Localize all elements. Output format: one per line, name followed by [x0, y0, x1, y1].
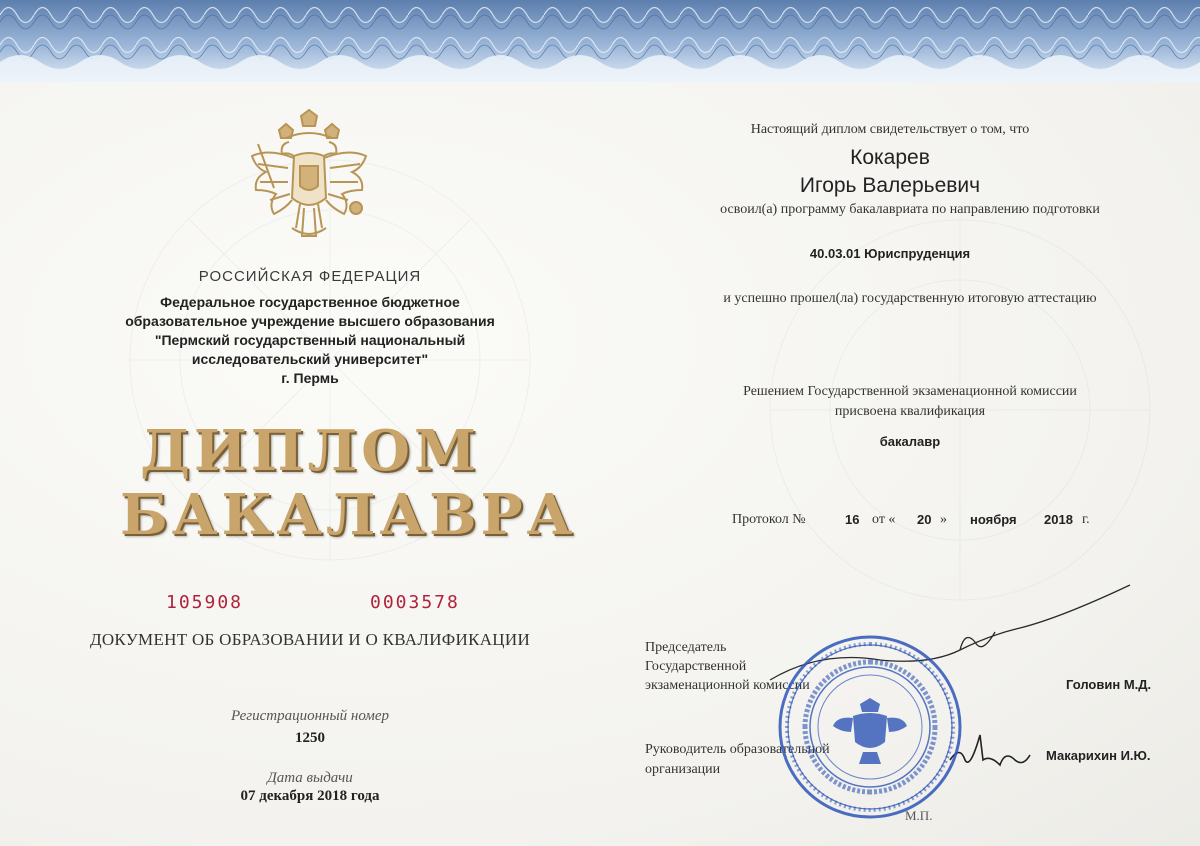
- institution-city: г. Пермь: [281, 370, 339, 386]
- issue-date-value: 07 декабря 2018 года: [240, 788, 380, 804]
- protocol-year: 2018: [1044, 512, 1073, 527]
- country-heading: РОССИЙСКАЯ ФЕДЕРАЦИЯ: [198, 268, 422, 285]
- protocol-close-quote: »: [940, 512, 947, 527]
- head-title-line-2: организации: [645, 762, 721, 777]
- decision-line-2: присвоена квалификация: [834, 404, 986, 419]
- seal-place-label: М.П.: [905, 808, 933, 823]
- head-title-line-1: Руководитель образовательной: [645, 742, 830, 757]
- registration-label: Регистрационный номер: [230, 708, 389, 724]
- protocol-month: ноября: [970, 512, 1017, 527]
- protocol-label: Протокол №: [732, 512, 806, 527]
- head-name: Макарихин И.Ю.: [1046, 748, 1151, 763]
- diploma-series: 105908: [166, 592, 244, 613]
- program-line: освоил(а) программу бакалавриата по направлению подготовки: [720, 202, 1100, 217]
- protocol-number: 16: [845, 512, 860, 527]
- protocol-from: от «: [872, 512, 896, 527]
- round-seal-icon: [775, 632, 965, 822]
- diploma-title-line-2: БАКАЛАВРА: [120, 482, 577, 548]
- chair-title-line-1: Председатель: [645, 640, 727, 655]
- protocol-suffix: г.: [1082, 512, 1090, 527]
- institution-line-3: "Пермский государственный национальный: [154, 332, 466, 348]
- institution-line-4: исследовательский университет": [191, 351, 429, 367]
- diploma-number: 0003578: [370, 592, 460, 613]
- institution-line-2: образовательное учреждение высшего образования: [125, 313, 495, 329]
- program-code: 40.03.01 Юриспруденция: [809, 246, 971, 261]
- attestation-line: и успешно прошел(ла) государственную итоговую аттестацию: [723, 291, 1097, 306]
- chair-name: Головин М.Д.: [1066, 677, 1152, 692]
- diploma-title-line-1: ДИПЛОМ: [140, 418, 480, 484]
- chair-title-line-2: Государственной: [645, 659, 747, 674]
- double-headed-eagle-icon: [244, 108, 374, 248]
- certificate-intro: Настоящий диплом свидетельствует о том, что: [750, 122, 1030, 137]
- registration-number: 1250: [295, 730, 325, 746]
- issue-date-label: Дата выдачи: [267, 770, 353, 786]
- institution-line-1: Федеральное государственное бюджетное: [160, 294, 460, 310]
- qualification-value: бакалавр: [879, 434, 941, 449]
- graduate-name: Игорь Валерьевич: [799, 174, 981, 197]
- decorative-top-band: [0, 0, 1200, 82]
- document-type: ДОКУМЕНТ ОБ ОБРАЗОВАНИИ И О КВАЛИФИКАЦИИ: [89, 630, 531, 649]
- decision-line-1: Решением Государственной экзаменационной комиссии: [743, 384, 1077, 399]
- graduate-surname: Кокарев: [850, 146, 930, 169]
- chair-title-line-3: экзаменационной комиссии: [645, 678, 810, 693]
- protocol-day: 20: [917, 512, 932, 527]
